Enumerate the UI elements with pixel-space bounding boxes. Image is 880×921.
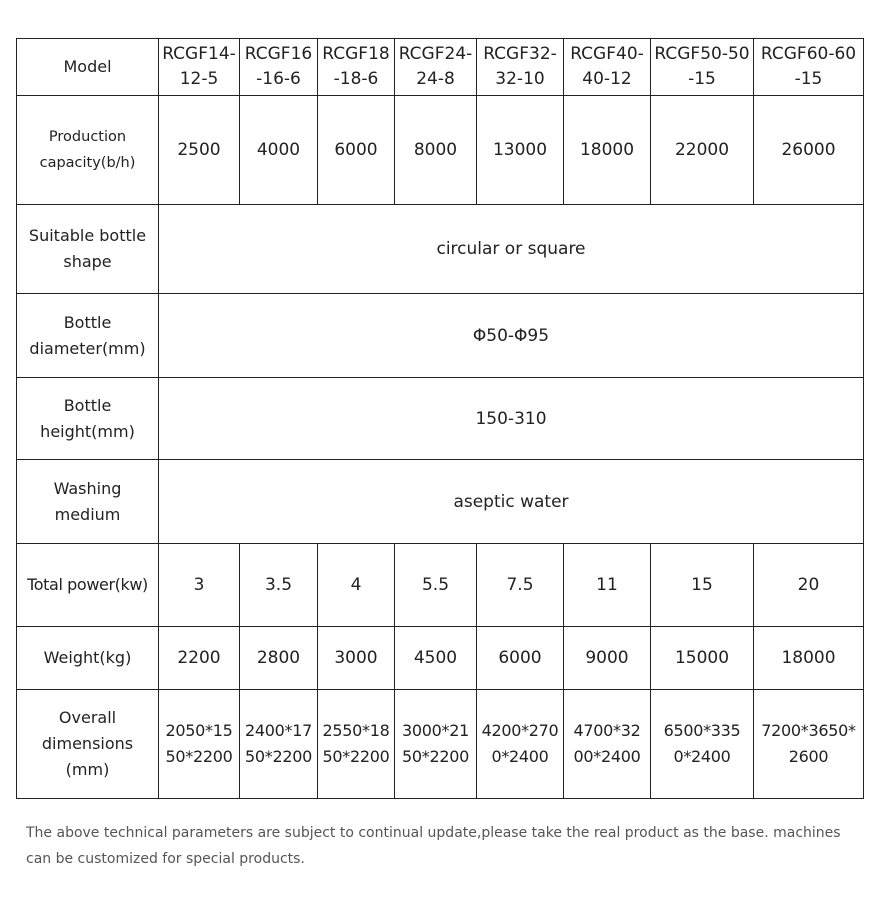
power-cell: 11 — [564, 544, 651, 627]
power-cell: 5.5 — [395, 544, 477, 627]
height-value: 150-310 — [159, 378, 864, 460]
capacity-cell: 22000 — [651, 96, 754, 205]
capacity-cell: 6000 — [318, 96, 395, 205]
model-cell: RCGF50-50 -15 — [651, 39, 754, 96]
weight-cell: 6000 — [477, 627, 564, 690]
label-power: Total power(kw) — [17, 544, 159, 627]
dimensions-cell: 6500*335 0*2400 — [651, 690, 754, 799]
weight-cell: 18000 — [754, 627, 864, 690]
row-model — [17, 39, 864, 96]
weight-cell: 4500 — [395, 627, 477, 690]
label-medium: Washing medium — [17, 460, 159, 544]
dimensions-cell: 2050*15 50*2200 — [159, 690, 240, 799]
model-cell: RCGF16 -16-6 — [240, 39, 318, 96]
weight-cell: 2200 — [159, 627, 240, 690]
power-cell: 3.5 — [240, 544, 318, 627]
power-cell: 4 — [318, 544, 395, 627]
model-cell: RCGF32- 32-10 — [477, 39, 564, 96]
label-dimensions: Overall dimensions (mm) — [17, 690, 159, 799]
row-weight — [17, 627, 864, 690]
weight-cell: 2800 — [240, 627, 318, 690]
capacity-cell: 13000 — [477, 96, 564, 205]
model-cell: RCGF60-60 -15 — [754, 39, 864, 96]
dimensions-cell: 3000*21 50*2200 — [395, 690, 477, 799]
row-capacity — [17, 96, 864, 205]
weight-cell: 9000 — [564, 627, 651, 690]
row-power — [17, 544, 864, 627]
label-weight: Weight(kg) — [17, 627, 159, 690]
capacity-cell: 4000 — [240, 96, 318, 205]
capacity-cell: 26000 — [754, 96, 864, 205]
power-cell: 20 — [754, 544, 864, 627]
row-medium — [17, 460, 864, 544]
label-model: Model — [17, 39, 159, 96]
dimensions-cell: 7200*3650* 2600 — [754, 690, 864, 799]
dimensions-cell: 2400*17 50*2200 — [240, 690, 318, 799]
row-diameter — [17, 294, 864, 378]
weight-cell: 15000 — [651, 627, 754, 690]
row-dimensions — [17, 690, 864, 799]
weight-cell: 3000 — [318, 627, 395, 690]
model-cell: RCGF40- 40-12 — [564, 39, 651, 96]
diameter-value: Φ50-Φ95 — [159, 294, 864, 378]
dimensions-cell: 2550*18 50*2200 — [318, 690, 395, 799]
capacity-cell: 8000 — [395, 96, 477, 205]
power-cell: 3 — [159, 544, 240, 627]
shape-value: circular or square — [159, 205, 864, 294]
label-capacity: Production capacity(b/h) — [17, 96, 159, 205]
model-cell: RCGF24- 24-8 — [395, 39, 477, 96]
footnote: The above technical parameters are subject to continual update,please take the real product as the base. machines can be customized for special products. — [26, 825, 841, 867]
model-cell: RCGF18 -18-6 — [318, 39, 395, 96]
model-cell: RCGF14- 12-5 — [159, 39, 240, 96]
dimensions-cell: 4200*270 0*2400 — [477, 690, 564, 799]
row-shape — [17, 205, 864, 294]
dimensions-cell: 4700*32 00*2400 — [564, 690, 651, 799]
medium-value: aseptic water — [159, 460, 864, 544]
label-shape: Suitable bottle shape — [17, 205, 159, 294]
spec-table — [16, 38, 864, 799]
label-diameter: Bottle diameter(mm) — [17, 294, 159, 378]
power-cell: 15 — [651, 544, 754, 627]
power-cell: 7.5 — [477, 544, 564, 627]
label-height: Bottle height(mm) — [17, 378, 159, 460]
capacity-cell: 18000 — [564, 96, 651, 205]
capacity-cell: 2500 — [159, 96, 240, 205]
row-height — [17, 378, 864, 460]
